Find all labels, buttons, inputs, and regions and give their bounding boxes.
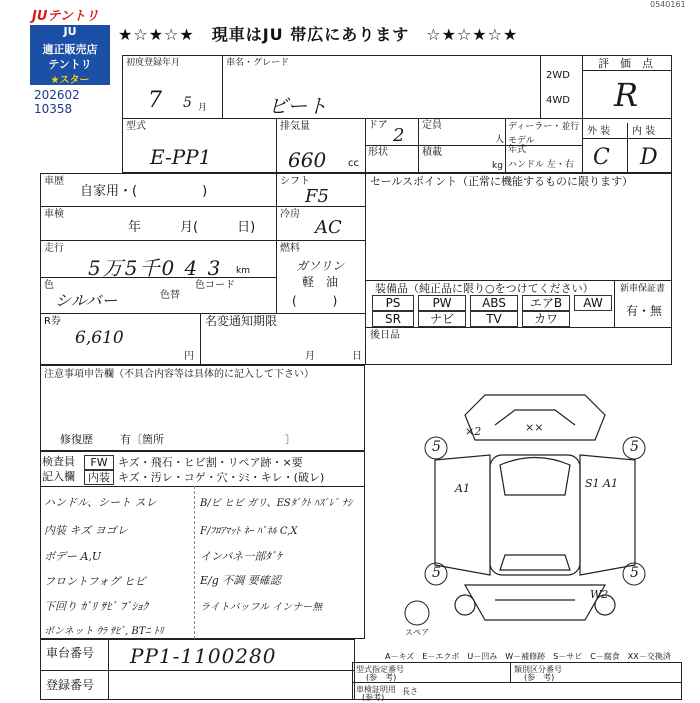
tire-front-right: 5 <box>630 439 639 455</box>
handle-label: ハンドル 左・右 <box>508 160 574 170</box>
score-value: R <box>614 76 639 114</box>
corner-id: 0540161 <box>650 0 686 9</box>
interior-options: キズ・汚レ・コゲ・穴・ｼﾐ・キレ・(破レ) <box>118 471 325 484</box>
remark-right-3: インパネ一部ﾀﾞｹ <box>200 550 282 563</box>
damage-mark-front-2: ×× <box>525 421 544 434</box>
car-name-label: 車名・グレード <box>226 58 290 68</box>
spare-label: スペア <box>405 628 429 637</box>
inspector-label-1: 検査員 <box>42 455 75 468</box>
mileage-value: 5万5千0 4 3 <box>88 256 223 280</box>
model-label: 型式 <box>126 121 146 132</box>
remark-right-2: F/ﾌﾛｱﾏｯﾄ ﾈｰ ﾊﾟﾈﾙ C,X <box>200 526 298 537</box>
remark-right-1: B/ピ ヒビ ガリ、ESﾀﾞｸﾄ ﾊｽﾞﾚﾞ ﾅｼ <box>200 498 353 509</box>
sales-point-label: セールスポイント（正常に機能するものに限ります） <box>370 175 634 188</box>
first-reg-label: 初度登録年月 <box>126 58 181 68</box>
location-banner: ★☆★☆★ 現車はJU 帯広にあります ☆★☆★☆★ <box>118 25 519 44</box>
history-label: 車歴 <box>44 176 64 187</box>
capacity-label: 定員 <box>422 120 442 131</box>
fw-options: キズ・飛石・ヒビ割・リペア跡・×要 <box>118 456 303 469</box>
load-label: 積載 <box>422 147 442 158</box>
title-change-day: 日 <box>352 351 362 362</box>
repair-label: 修復歴 <box>60 433 93 446</box>
drive-2wd: 2WD <box>546 70 570 81</box>
remark-right-5: ライトバッフル インナー無 <box>200 602 323 613</box>
equip-sr: SR <box>372 311 414 327</box>
chassis-label: 車台番号 <box>46 646 95 660</box>
mileage-unit: km <box>236 266 250 276</box>
brand-text: JUテントリ <box>32 9 99 24</box>
exterior-grade: C <box>593 145 610 170</box>
displacement-value: 660 <box>288 148 327 172</box>
category-label: 類別区分番号 <box>514 665 562 674</box>
badge-text: JU <box>30 25 110 41</box>
fuel-diesel: 軽 油 <box>302 275 339 289</box>
remark-left-2: 内装 キズ ヨゴレ <box>44 524 128 537</box>
model-year-label: モデル 年式 <box>508 136 535 155</box>
badge-line2: テントリ <box>30 56 110 71</box>
equip-abs: ABS <box>470 295 518 311</box>
post-install-label: 後日品 <box>370 330 400 341</box>
cert-label: 車検証明用 <box>356 685 396 694</box>
first-reg-year: 7 <box>148 88 162 113</box>
displacement-label: 排気量 <box>280 121 310 132</box>
cert-sub: (参考) <box>362 693 385 702</box>
equip-navi: ナビ <box>418 311 466 327</box>
title-change-label: 名変通知期限 <box>205 314 278 328</box>
capacity-unit: 人 <box>495 135 505 145</box>
damage-mark-rear: W2 <box>590 588 609 601</box>
fw-label: FW <box>84 455 114 470</box>
designation-label: 型式指定番号 <box>356 665 404 674</box>
shift-value: F5 <box>305 186 329 207</box>
fuel-label: 燃料 <box>280 243 300 254</box>
remark-left-3: ボデー A,U <box>44 550 102 563</box>
damage-mark-front-1: ×2 <box>465 425 482 438</box>
warranty-label: 新車保証書 <box>620 284 666 294</box>
repaint-label: 色替 <box>160 290 180 301</box>
remark-left-4: フロントフォグ ヒビ <box>44 575 146 588</box>
interior-label: 内 装 <box>632 126 656 137</box>
damage-mark-left: A1 <box>455 482 470 495</box>
damage-mark-right: S1 A1 <box>585 477 618 490</box>
color-label: 色 <box>44 280 54 291</box>
inspection-value: 年 月( 日) <box>128 220 256 235</box>
notes-label: 注意事項申告欄（不具合内容等は具体的に記入して下さい） <box>44 369 314 380</box>
equipment-label: 装備品（純正品に限り○をつけてください） <box>375 282 594 295</box>
tire-rear-right: 5 <box>630 565 639 581</box>
model-value: E-PP1 <box>150 145 212 169</box>
remark-left-6: ボンネット ｳﾗ ｻﾋﾞ, BTﾆ ﾄﾘ <box>44 626 164 637</box>
equip-tv: TV <box>470 311 518 327</box>
reg-number-label: 登録番号 <box>46 678 95 692</box>
month-unit: 月 <box>198 103 208 113</box>
tire-front-left: 5 <box>432 439 441 455</box>
car-name-value: ビート <box>268 94 328 118</box>
cert-length: 長さ <box>402 687 418 696</box>
fuel-paren: ( ) <box>292 294 338 308</box>
fuel-gas: ガソリン <box>296 259 345 273</box>
drive-4wd: 4WD <box>546 95 570 106</box>
designation-sub: (参 考) <box>366 673 397 682</box>
exterior-label: 外 装 <box>587 126 611 137</box>
aircon-label: 冷房 <box>280 209 300 220</box>
equip-pw: PW <box>418 295 466 311</box>
stock-number-line1: 202602 <box>34 88 80 102</box>
color-code-label: 色コード <box>195 280 235 291</box>
interior-grade: D <box>640 145 658 170</box>
equip-leather: カワ <box>522 311 570 327</box>
damage-diagram <box>395 385 675 647</box>
remark-left-1: ハンドル、シート スレ <box>44 496 157 509</box>
shape-label: 形状 <box>368 147 388 158</box>
badge-line3: ★スター <box>30 71 110 85</box>
recycle-label: R券 <box>44 316 61 327</box>
category-sub: (参 考) <box>524 673 555 682</box>
history-value: 自家用・( ) <box>80 184 208 199</box>
recycle-value: 6,610 <box>75 328 124 348</box>
damage-legend: A－キズ E－エクボ U－凹み W－補修跡 S－サビ C－腐食 XX－交換済 <box>385 652 671 661</box>
equip-airbag: エアB <box>522 295 570 311</box>
shift-label: シフト <box>280 176 310 187</box>
equip-aw: AW <box>574 295 612 311</box>
tire-rear-left: 5 <box>432 565 441 581</box>
mileage-label: 走行 <box>44 243 64 254</box>
stock-number-line2: 10358 <box>34 102 73 116</box>
chassis-value: PP1-1100280 <box>130 644 277 668</box>
repair-value: 有〔箇所 〕 <box>120 433 296 446</box>
color-value: シルバー <box>55 291 118 310</box>
doors-value: 2 <box>393 125 405 146</box>
inspector-label-2: 記入欄 <box>42 470 75 483</box>
warranty-value: 有・無 <box>626 304 663 318</box>
interior-check-label: 内装 <box>84 470 114 485</box>
stock-number <box>34 88 80 116</box>
aircon-value: AC <box>315 217 342 238</box>
equip-ps: PS <box>372 295 414 311</box>
remark-left-5: 下回り ｶﾞﾘ ｻﾋﾞ ﾌﾞｼｮｸ <box>44 600 148 613</box>
dealer-logo <box>30 5 115 120</box>
displacement-unit: cc <box>348 158 359 169</box>
title-change-month: 月 <box>305 351 315 362</box>
doors-label: ドア <box>368 120 388 131</box>
dealer-label: ディーラー・並行 <box>508 122 580 132</box>
badge-line1: 適正販売店 <box>30 41 110 56</box>
recycle-unit: 円 <box>184 351 194 362</box>
inspection-label: 車検 <box>44 209 64 220</box>
load-unit: kg <box>492 161 503 171</box>
score-label: 評 価 点 <box>598 57 653 70</box>
first-reg-month: 5 <box>183 95 192 111</box>
remark-right-4: E/g 不調 要確認 <box>200 574 281 587</box>
